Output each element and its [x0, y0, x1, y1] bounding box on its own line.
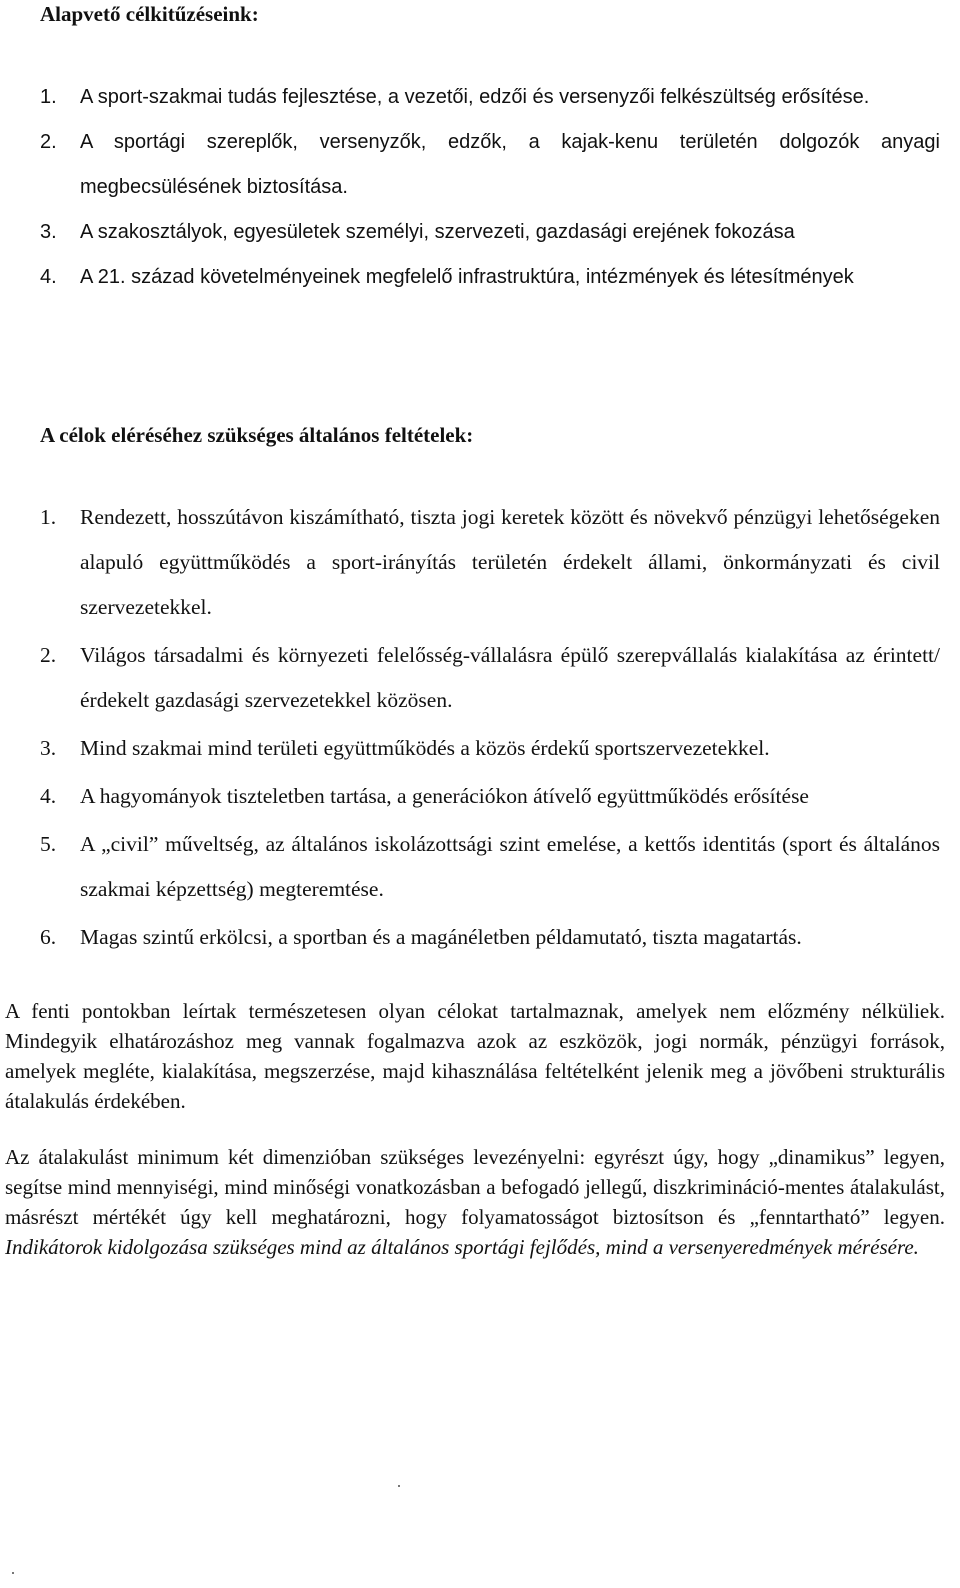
scan-speck [398, 1485, 400, 1487]
conditions-list-item [40, 774, 940, 819]
list-text: A sport-szakmai tudás fejlesztése, a vezetői, edzői és versenyzői felkészültség erősítése. [80, 86, 870, 108]
list-number: 4. [40, 784, 57, 808]
body-paragraph [5, 1142, 945, 1262]
goals-list [40, 75, 940, 300]
goals-list-item [40, 255, 940, 300]
list-number: 2. [40, 643, 57, 667]
goals-list-item [40, 210, 940, 255]
list-text: Világos társadalmi és környezeti felelősség-vállalásra épülő szerepvállalás kialakítása az érintett/érdekelt gazdasági szervezetekkel közösen. [80, 643, 940, 712]
list-text: A „civil” műveltség, az általános iskolázottsági szint emelése, a kettős identitás (sport és általános szakmai képzettség) megteremtése. [80, 832, 940, 901]
paragraph-text: Az átalakulást minimum két dimenzióban szükséges levezényelni: egyrészt úgy, hogy „dinamikus” legyen, segítse mind mennyiségi, mind minőségi vonatkozásban a befogadó jellegű, diszkrimináció-mentes átalakulást, másrészt mértékét úgy kell meghatározni, hogy folyamatosságot biztosítson és „fenntartható” legyen. [5, 1145, 945, 1229]
list-number: 1. [40, 505, 57, 529]
list-text: A szakosztályok, egyesületek személyi, szervezeti, gazdasági erejének fokozása [80, 221, 795, 243]
goals-heading: Alapvető célkitűzéseink: [40, 2, 259, 26]
list-text: A sportági szereplők, versenyzők, edzők, a kajak-kenu területén dolgozók anyagi megbecsülésének biztosítása. [80, 131, 940, 198]
list-text: A hagyományok tiszteletben tartása, a generációkon átívelő együttműködés erősítése [80, 784, 809, 808]
paragraph-italic-text: Indikátorok kidolgozása szükséges mind az általános sportági fejlődés, mind a versenyeredmények mérésére. [5, 1235, 919, 1259]
conditions-list-item [40, 633, 940, 723]
conditions-list-item [40, 495, 940, 630]
list-number: 5. [40, 832, 57, 856]
goals-list-item [40, 75, 940, 120]
list-text: Magas szintű erkölcsi, a sportban és a magánéletben példamutató, tiszta magatartás. [80, 925, 802, 949]
body-paragraph: A fenti pontokban leírtak természetesen olyan célokat tartalmaznak, amelyek nem előzmény nélküliek. Mindegyik elhatározáshoz meg vannak fogalmazva azok az eszközök, jogi normák, pénzügyi források, amelyek megléte, kialakítása, megszerzése, majd kihasználása feltételként jelenik meg a jövőbeni strukturális átalakulás érdekében. [5, 999, 945, 1113]
conditions-list-item [40, 822, 940, 912]
list-text: Mind szakmai mind területi együttműködés a közös érdekű sportszervezetekkel. [80, 736, 770, 760]
list-number: 3. [40, 736, 57, 760]
conditions-list [40, 495, 940, 963]
list-number: 6. [40, 925, 57, 949]
goals-list-item [40, 120, 940, 210]
conditions-list-item [40, 915, 940, 960]
list-text: Rendezett, hosszútávon kiszámítható, tiszta jogi keretek között és növekvő pénzügyi lehetőségeken alapuló együttműködés a sport-irányítás területén érdekelt állami, önkormányzati és civil szervezetekkel. [80, 505, 940, 619]
list-number: 4. [40, 266, 57, 288]
conditions-list-item [40, 726, 940, 771]
list-number: 1. [40, 86, 57, 108]
conditions-heading: A célok eléréséhez szükséges általános feltételek: [40, 423, 474, 447]
list-number: 3. [40, 221, 57, 243]
scan-speck [12, 1572, 14, 1574]
list-number: 2. [40, 131, 57, 153]
list-text: A 21. század követelményeinek megfelelő infrastruktúra, intézmények és létesítmények [80, 266, 854, 288]
